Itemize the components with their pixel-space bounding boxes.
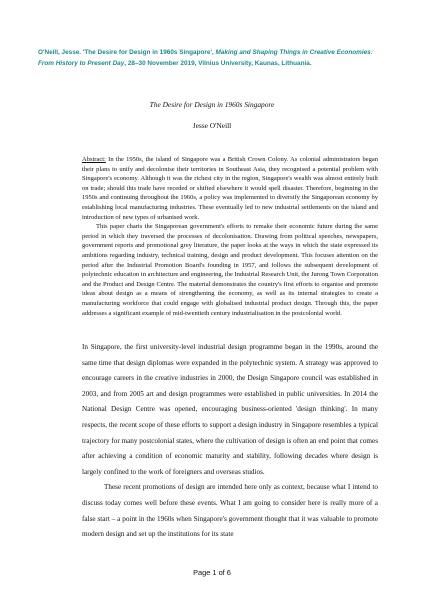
paper-title: The Desire for Design in 1960s Singapore: [149, 100, 275, 109]
abstract-section: [82, 155, 378, 318]
abstract-paragraph-1-text: In the 1950s, the island of Singapore was a British Crown Colony. As colonial administrators began their plans to unify and decolonise their territories in Southeast Asia, they recognised a potential problem with Singapore's economy. Although it was the richest city in the region, Singapore's wealth was almost entirely built on trade; should this trade have receded or shifted elsewhere it would spell disaster. Therefore, beginning in the 1950s and continuing throughout the 1960s, a policy was implemented to diversify the Singaporean economy by establishing local manufacturing industries. These eventually led to new industrial settlements on the island and introduction of new types of urbanised work.: [82, 156, 378, 221]
citation-header: [38, 47, 388, 69]
citation-prefix: O'Neill, Jesse. 'The Desire for Design in 1960s Singapore',: [38, 49, 216, 56]
citation-book-title: Making and Shaping Things in Creative Economies: From History to Present Day: [38, 49, 373, 67]
body-paragraph-2: These recent promotions of design are intended here only as context, because what I intend to discuss today comes well before these events. What I am going to consider here is really more of a false start – a point in the 1960s when Singapore's government thought that it was valuable to promote modern design and set up the institutions for its state: [82, 483, 378, 539]
abstract-paragraph-2: This paper charts the Singaporean government's efforts to remake their economic future during the same period in which they traversed the processes of decolonisation. Drawing from political speeches, newspapers, government reports and promotional grey literature, the paper looks at the ways in which the state expressed its ambitions regarding industry, technical training, design and product development. This focuses attention on the period after the Industrial Promotion Board's founding in 1957, and follows the subsequent development of polytechnic education in architecture and engineering, the Industrial Research Unit, the Jurong Town Corporation and the Product and Design Centre. The material demonstrates the country's first efforts to organise and promote ideas about design as a means of strengthening the economy, as well as its internal strategies to create a manufacturing workforce that could engage with globalised industrial product design. Through this, the paper addresses a significant example of mid-twentieth century industrialisation in the postcolonial world.: [82, 223, 378, 317]
abstract-label: Abstract:: [82, 156, 106, 163]
paper-author: Jesse O'Neill: [192, 121, 232, 130]
abstract-paragraph-1: [82, 155, 378, 222]
body-text: [82, 340, 378, 543]
citation-suffix: , 28–30 November 2019, Vilnius University, Kaunas, Lithuania.: [124, 60, 312, 67]
page-number: Page 1 of 6: [193, 568, 231, 577]
body-paragraph-1: In Singapore, the first university-level industrial design programme began in the 1990s, around the same time that design diplomas were expanded in the polytechnic system. A strategy was approved to encourage careers in the creative industries in 2000, the Design Singapore council was established in 2003, and from 2005 art and design programmes were established in public universities. In 2014 the National Design Centre was opened, encouraging business-oriented 'design thinking'. In many respects, the recent scope of these efforts to support a design industry in Singapore resembles a typical trajectory for many postcolonial states, where the cultivation of design is often an end point that comes after achieving a condition of economic maturity and stability, following decades where design is largely confined to the work of foreigners and overseas studios.: [82, 343, 379, 476]
